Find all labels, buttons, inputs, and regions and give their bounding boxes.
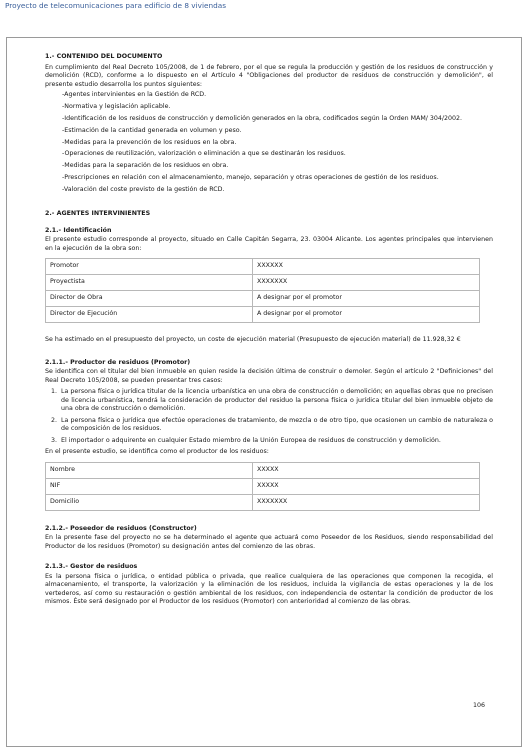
table-row xyxy=(46,291,480,307)
table-row xyxy=(46,462,480,478)
table-cell: A designar por el promotor xyxy=(253,291,480,307)
page-number: 106 xyxy=(473,702,486,709)
budget-estimate: Se ha estimado en el presupuesto del proyecto, un coste de ejecución material (Presupuesto de ejecución material) de 11.928,32 € xyxy=(45,336,461,344)
table-cell: XXXXX xyxy=(253,478,480,494)
table-row xyxy=(46,275,480,291)
table-cell: Domicilio xyxy=(46,494,253,510)
table-row xyxy=(46,259,480,275)
section-2-1-3-heading: 2.1.3.- Gestor de residuos xyxy=(45,563,138,571)
section-2-1-text: El presente estudio corresponde al proyecto, situado en Calle Capitán Segarra, 23. 03004 Alicante. Los agentes principales que intervienen en la ejecución de la obra son: xyxy=(45,236,493,252)
table-cell: NIF xyxy=(46,478,253,494)
list-item: 3. El importador o adquirente en cualquier Estado miembro de la Unión Europea de residuos de construcción y demolición. xyxy=(59,437,493,446)
table-cell: XXXXXXX xyxy=(253,494,480,510)
list-item: - Prescripciones en relación con el almacenamiento, manejo, separación y otras operaciones de gestión de los residuos. xyxy=(62,174,493,183)
table-cell: XXXXX xyxy=(253,462,480,478)
table-cell: A designar por el promotor xyxy=(253,307,480,323)
producer-intro: En el presente estudio, se identifica como el productor de los residuos: xyxy=(45,448,269,456)
section-1-intro: En cumplimiento del Real Decreto 105/2008, de 1 de febrero, por el que se regula la producción y gestión de los residuos de construcción y demolición (RCD), conforme a lo dispuesto en el Artículo 4 "Obligaciones del productor de residuos de construcción y demolición", el presente estudio desarrolla los puntos siguientes: xyxy=(45,63,493,88)
section-2-1-3-text: Es la persona física o jurídica, o entidad pública o privada, que realice cualquiera de las operaciones que componen la recogida, el almacenamiento, el transporte, la valorización y la eliminación de los residuos, incluida la vigilancia de estas operaciones y la de los vertederos, así como su restauración o gestión ambiental de los residuos, con independencia de ostentar la condición de productor de los mismos. Éste será designado por el Productor de los residuos (Promotor) con anterioridad al comienzo de las obras. xyxy=(45,572,493,606)
document-header-title: Proyecto de telecomunicaciones para edificio de 8 viviendas xyxy=(5,1,227,10)
table-cell: Nombre xyxy=(46,462,253,478)
table-cell: Director de Ejecución xyxy=(46,307,253,323)
section-1-heading: 1.- CONTENIDO DEL DOCUMENTO xyxy=(45,53,163,60)
section-2-1-2-text: En la presente fase del proyecto no se ha determinado el agente que actuará como Poseedor de los Residuos, siendo responsabilidad del Productor de los residuos (Promotor) su designación antes del comienzo de las obras. xyxy=(45,534,493,550)
list-item: - Agentes intervinientes en la Gestión de RCD. xyxy=(62,91,493,100)
table-cell: Director de Obra xyxy=(46,291,253,307)
list-item: - Normativa y legislación aplicable. xyxy=(62,103,493,112)
list-item: - Operaciones de reutilización, valorización o eliminación a que se destinarán los residuos. xyxy=(62,150,493,159)
section-2-1-heading: 2.1.- Identificación xyxy=(45,226,112,234)
table-cell: Promotor xyxy=(46,259,253,275)
list-item: - Valoración del coste previsto de la gestión de RCD. xyxy=(62,186,493,195)
table-row xyxy=(46,478,480,494)
section-2-1-1-text: Se identifica con el titular del bien inmueble en quien reside la decisión última de construir o demoler. Según el artículo 2 "Definiciones" del Real Decreto 105/2008, se pueden presentar tres casos: xyxy=(45,368,493,384)
list-item: 2. La persona física o jurídica que efectúe operaciones de tratamiento, de mezcla o de otro tipo, que ocasionen un cambio de naturaleza o de composición de los residuos. xyxy=(59,417,493,434)
agents-table xyxy=(45,258,480,323)
table-row xyxy=(46,307,480,323)
section-2-1-1-heading: 2.1.1.- Productor de residuos (Promotor) xyxy=(45,358,191,366)
list-item: - Estimación de la cantidad generada en volumen y peso. xyxy=(62,127,493,136)
list-item: - Medidas para la separación de los residuos en obra. xyxy=(62,162,493,171)
producer-table xyxy=(45,462,480,511)
section-2-heading: 2.- AGENTES INTERVINIENTES xyxy=(45,210,151,218)
document-body xyxy=(45,53,493,607)
table-row xyxy=(46,494,480,510)
section-2-1-2-heading: 2.1.2.- Poseedor de residuos (Constructor) xyxy=(45,524,197,532)
list-item: - Medidas para la prevención de los residuos en la obra. xyxy=(62,139,493,148)
list-item: 1. La persona física o jurídica titular de la licencia urbanística en una obra de construcción o demolición; en aquellas obras que no precisen de licencia urbanística, tendrá la consideración de productor del residuo la persona física o jurídica titular del bien inmueble objeto de una obra de construcción o demolición. xyxy=(59,388,493,414)
list-item: - Identificación de los residuos de construcción y demolición generados en la obra, codificados según la Orden MAM/ 304/2002. xyxy=(62,115,493,124)
producer-cases-list xyxy=(45,388,493,445)
table-cell: XXXXXX xyxy=(253,259,480,275)
contents-list xyxy=(45,91,493,195)
table-cell: Proyectista xyxy=(46,275,253,291)
table-cell: XXXXXXX xyxy=(253,275,480,291)
